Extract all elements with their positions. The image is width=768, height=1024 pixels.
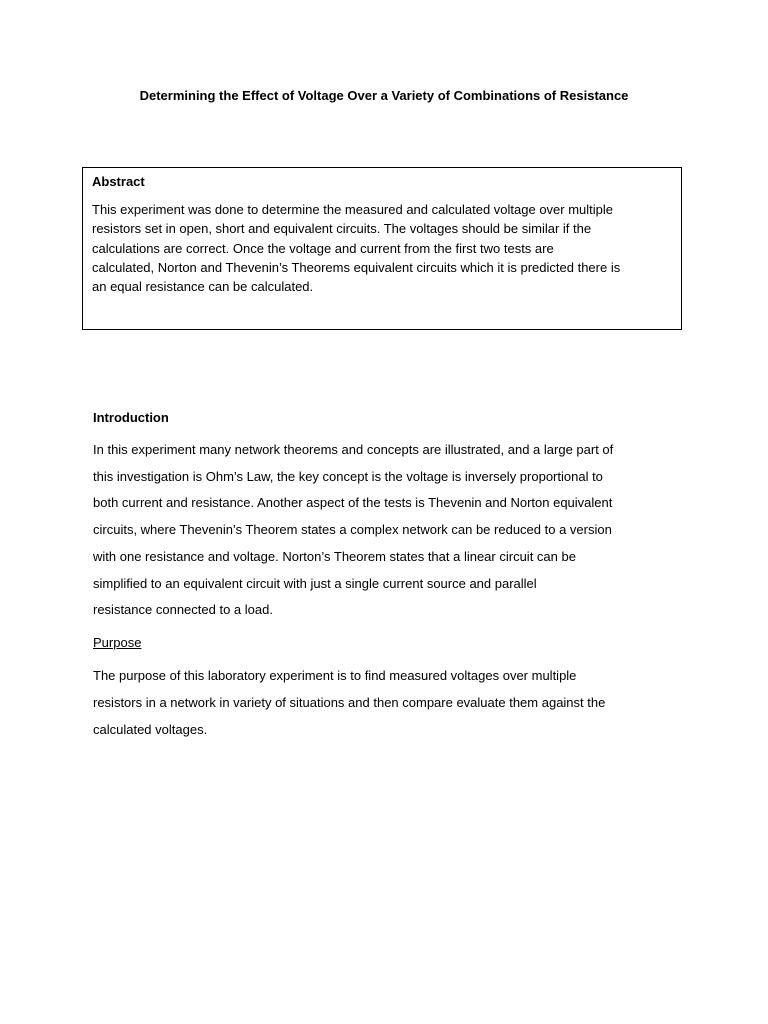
abstract-line: calculated, Norton and Thevenin’s Theorems equivalent circuits which it is predicted there is [92, 259, 621, 275]
purpose-heading-text: Purpose [93, 635, 142, 650]
introduction-line: both current and resistance. Another aspect of the tests is Thevenin and Norton equivalent [93, 495, 613, 511]
introduction-line: resistance connected to a load. [93, 602, 273, 618]
introduction-line: simplified to an equivalent circuit with just a single current source and parallel [93, 575, 537, 591]
introduction-line: circuits, where Thevenin’s Theorem states a complex network can be reduced to a version [93, 522, 612, 538]
abstract-line: resistors set in open, short and equivalent circuits. The voltages should be similar if the [92, 221, 592, 237]
purpose-line: resistors in a network in variety of situations and then compare evaluate them against the [93, 695, 606, 710]
introduction-line: In this experiment many network theorems and concepts are illustrated, and a large part of [93, 442, 614, 457]
abstract-line: calculations are correct. Once the voltage and current from the first two tests are [92, 240, 554, 256]
document-title: Determining the Effect of Voltage Over a Variety of Combinations of Resistance [139, 88, 629, 103]
abstract-line: an equal resistance can be calculated. [92, 279, 314, 295]
introduction-line: this investigation is Ohm’s Law, the key concept is the voltage is inversely proportional to [93, 468, 603, 484]
abstract-heading: Abstract [92, 174, 145, 189]
introduction-line: with one resistance and voltage. Norton’s Theorem states that a linear circuit can be [93, 548, 576, 564]
abstract-body [92, 200, 673, 296]
introduction-heading: Introduction [93, 410, 169, 425]
purpose-line: calculated voltages. [93, 722, 208, 737]
purpose-line: The purpose of this laboratory experiment is to find measured voltages over multiple [93, 668, 577, 683]
purpose-body [93, 662, 683, 743]
purpose-heading [93, 634, 683, 651]
introduction-body [93, 437, 683, 624]
abstract-line: This experiment was done to determine the measured and calculated voltage over multiple [92, 202, 614, 217]
abstract-box [82, 167, 682, 330]
